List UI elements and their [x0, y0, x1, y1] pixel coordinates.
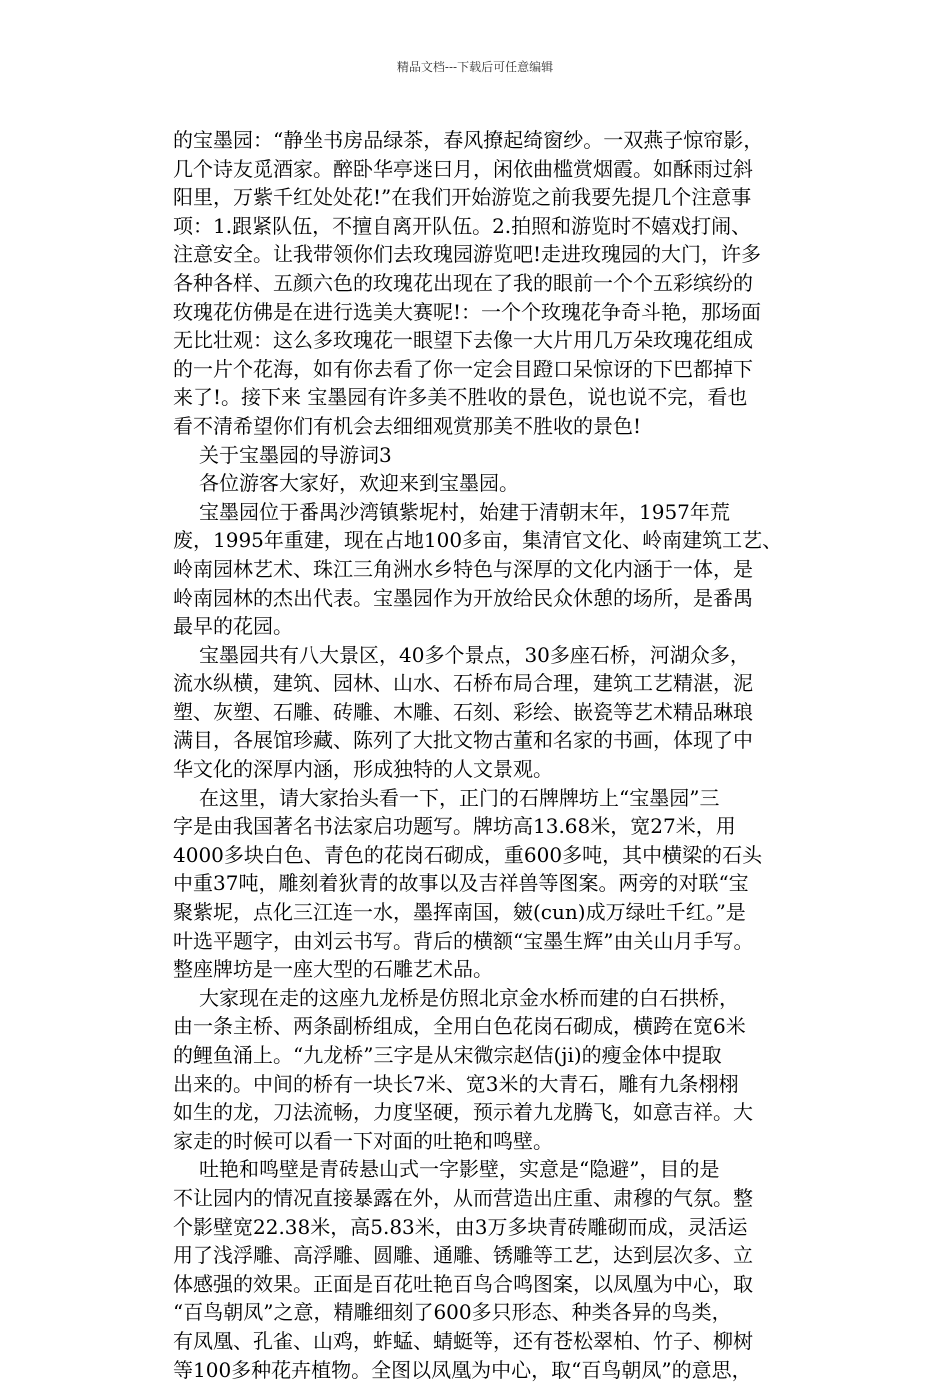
text-line: “百鸟朝凤”之意，精雕细刻了600多只形态、种类各异的鸟类， [173, 1300, 732, 1325]
text-line: 字是由我国著名书法家启功题写。牌坊高13.68米，宽27米，用 [173, 814, 736, 839]
text-line: 的宝墨园：“静坐书房品绿茶，春风撩起绮窗纱。一双燕子惊帘影， [173, 128, 764, 152]
text-line: 关于宝墨园的导游词3 [199, 442, 392, 467]
text-line: 家走的时候可以看一下对面的吐艳和鸣壁。 [173, 1128, 553, 1153]
text-line: 个影壁宽22.38米，高5.83米，由3万多块青砖雕砌而成，灵活运 [173, 1214, 748, 1239]
text-line: 废，1995年重建，现在占地100多亩，集清官文化、岭南建筑工艺、 [173, 528, 783, 553]
text-line: 如生的龙，刀法流畅，力度坚硬，预示着九龙腾飞，如意吉祥。大 [173, 1100, 753, 1125]
text-line: 大家现在走的这座九龙桥是仿照北京金水桥而建的白石拱桥， [199, 985, 739, 1010]
text-line: 吐艳和鸣壁是青砖悬山式一字影壁，实意是“隐避”，目的是 [199, 1157, 720, 1182]
text-line: 4000多块白色、青色的花岗石砌成，重600多吨，其中横梁的石头 [173, 842, 763, 867]
text-line: 岭南园林艺术、珠江三角洲水乡特色与深厚的文化内涵于一体，是 [173, 556, 753, 581]
text-line: 整座牌坊是一座大型的石雕艺术品。 [173, 957, 493, 982]
page-header: 精品文档---下载后可任意编辑 [396, 60, 554, 74]
text-line: 有凤凰、孔雀、山鸡，蚱蜢、蜻蜓等，还有苍松翠柏、竹子、柳树 [173, 1328, 753, 1353]
text-line: 等100多种花卉植物。全图以凤凰为中心，取“百鸟朝凤”的意思， [173, 1357, 752, 1382]
text-line: 玫瑰花仿佛是在进行选美大赛呢!：一个个玫瑰花争奇斗艳，那场面 [173, 299, 762, 324]
text-line: 宝墨园位于番禺沙湾镇紫坭村，始建于清朝末年，1957年荒 [199, 499, 730, 524]
text-line: 无比壮观：这么多玫瑰花一眼望下去像一大片用几万朵玫瑰花组成 [173, 328, 753, 353]
text-line: 不让园内的情况直接暴露在外，从而营造出庄重、肃穆的气氛。整 [173, 1185, 753, 1210]
text-line: 的鲤鱼涌上。“九龙桥”三字是从宋微宗赵佶(ji)的瘦金体中提取 [173, 1043, 722, 1067]
text-line: 在这里，请大家抬头看一下，正门的石牌牌坊上“宝墨园”三 [199, 785, 720, 810]
text-line: 满目，各展馆珍藏、陈列了大批文物古董和名家的书画，体现了中 [173, 728, 753, 753]
text-line: 用了浅浮雕、高浮雕、圆雕、通雕、锈雕等工艺，达到层次多、立 [173, 1243, 753, 1268]
text-line: 各种各样、五颜六色的玫瑰花出现在了我的眼前一个个五彩缤纷的 [173, 270, 753, 295]
text-line: 最早的花园。 [173, 614, 293, 639]
text-line: 中重37吨，雕刻着狄青的故事以及吉祥兽等图案。两旁的对联“宝 [173, 871, 749, 896]
text-line: 来了!。接下来 宝墨园有许多美不胜收的景色，说也说不完，看也 [173, 385, 748, 410]
text-line: 项：1.跟紧队伍，不擅自离开队伍。2.拍照和游览时不嬉戏打闹、 [173, 213, 752, 238]
text-line: 叶选平题字，由刘云书写。背后的横额“宝墨生辉”由关山月手写。 [173, 928, 754, 953]
text-line: 岭南园林的杰出代表。宝墨园作为开放给民众休憩的场所，是番禺 [173, 585, 753, 610]
text-line: 华文化的深厚内涵，形成独特的人文景观。 [173, 757, 553, 782]
text-line: 看不清希望你们有机会去细细观赏那美不胜收的景色! [173, 413, 642, 438]
document-body [173, 126, 785, 1384]
text-line: 由一条主桥、两条副桥组成，全用白色花岗石砌成，横跨在宽6米 [173, 1014, 746, 1039]
text-line: 塑、灰塑、石雕、砖雕、木雕、石刻、彩绘、嵌瓷等艺术精品琳琅 [173, 699, 753, 724]
text-line: 的一片个花海，如有你去看了你一定会目蹬口呆惊讶的下巴都掉下 [173, 356, 753, 381]
text-line: 阳里，万紫千红处处花!”在我们开始游览之前我要先提几个注意事 [173, 185, 752, 210]
text-line: 几个诗友觅酒家。醉卧华亭迷曰月，闲依曲槛赏烟霞。如酥雨过斜 [173, 156, 753, 181]
text-line: 宝墨园共有八大景区，40多个景点，30多座石桥，河湖众多， [199, 642, 750, 667]
text-line: 出来的。中间的桥有一块长7米、宽3米的大青石，雕有九条栩栩 [173, 1071, 739, 1096]
text-line: 各位游客大家好，欢迎来到宝墨园。 [199, 471, 519, 496]
text-line: 流水纵横，建筑、园林、山水、石桥布局合理，建筑工艺精湛，泥 [173, 671, 753, 696]
text-line: 体感强的效果。正面是百花吐艳百鸟合鸣图案，以凤凰为中心，取 [173, 1271, 753, 1296]
text-line: 聚紫坭，点化三江连一水，墨挥南国，皴(cun)成万绿吐千红。”是 [173, 900, 746, 925]
text-line: 注意安全。让我带领你们去玫瑰园游览吧!走进玫瑰园的大门，许多 [173, 242, 762, 267]
